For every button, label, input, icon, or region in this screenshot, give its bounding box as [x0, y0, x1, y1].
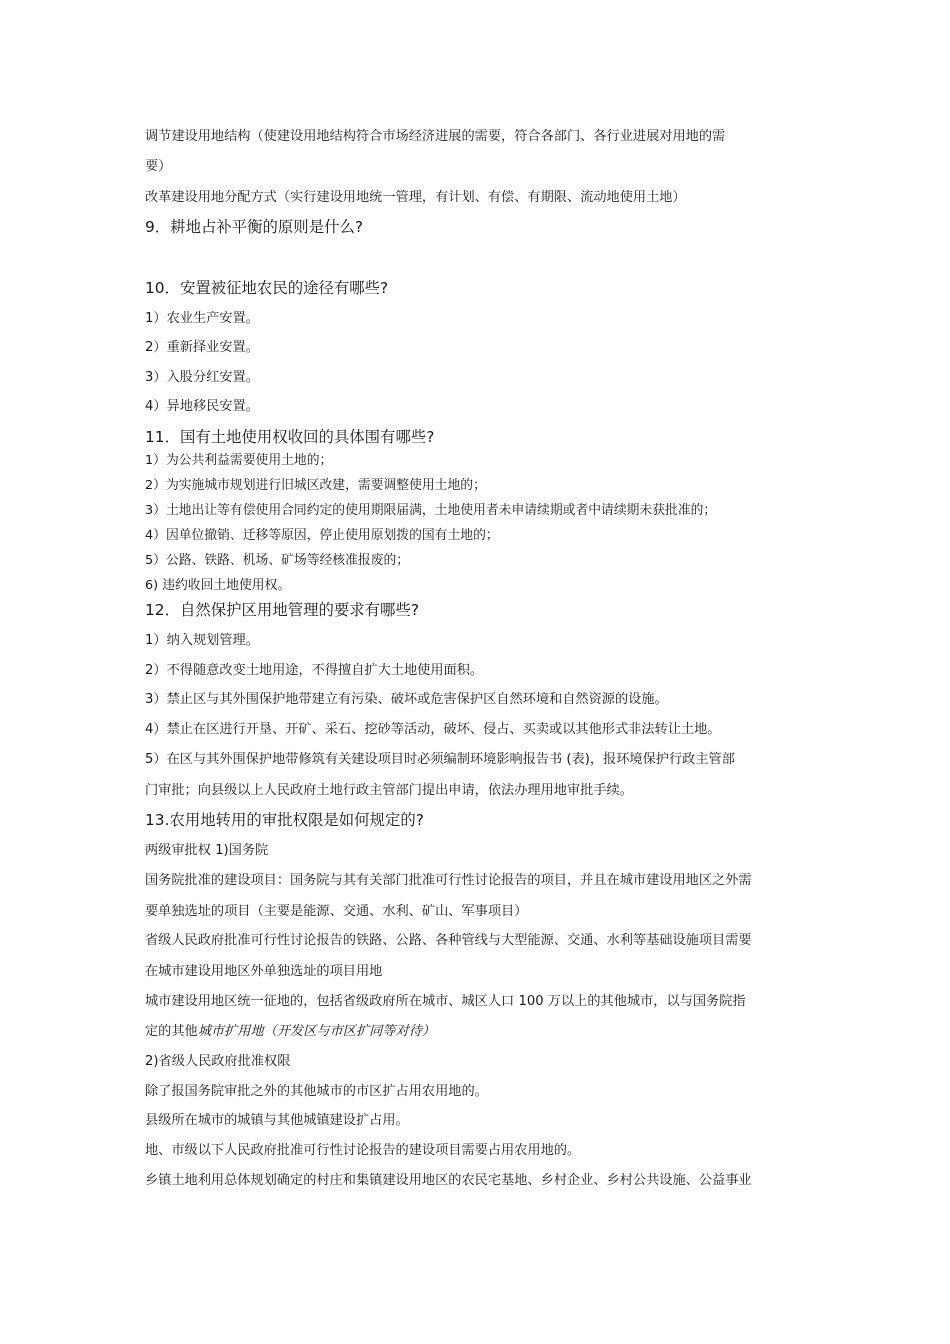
paragraph-line: 县级所在城市的城镇与其他城镇建设扩占用。: [145, 1113, 409, 1128]
list-item-continuation: 门审批；向县级以上人民政府土地行政主管部门提出申请，依法办理用地审批手续。: [145, 783, 633, 798]
question-heading-11: 11．国有土地使用权收回的具体围有哪些?: [145, 428, 435, 446]
paragraph-line: 省级人民政府批准可行性讨论报告的铁路、公路、各种管线与大型能源、交通、水利等基础设施项目需要: [145, 933, 752, 948]
list-item: 4）因单位撤销、迁移等原因，停止使用原划拨的国有土地的；: [145, 528, 499, 543]
question-heading-9: 9．耕地占补平衡的原则是什么?: [145, 218, 364, 236]
list-item: 1）农业生产安置。: [145, 311, 259, 326]
paragraph-line: 调节建设用地结构（使建设用地结构符合市场经济进展的需要，符合各部门、各行业进展对用地的需: [145, 129, 726, 144]
question-heading-12: 12．自然保护区用地管理的要求有哪些?: [145, 601, 420, 619]
paragraph-line: 要）: [145, 159, 172, 174]
paragraph-line: 除了报国务院审批之外的其他城市的市区扩占用农用地的。: [145, 1084, 488, 1099]
list-item: 4）禁止在区进行开垦、开矿、采石、挖砂等活动，破坏、侵占、买卖或以其他形式非法转让土地。: [145, 722, 721, 737]
paragraph-line: 地、市级以下人民政府批准可行性讨论报告的建设项目需要占用农用地的。: [145, 1143, 581, 1158]
paragraph-line: 要单独选址的项目（主要是能源、交通、水利、矿山、军事项目）: [145, 904, 528, 919]
list-item: 2）不得随意改变土地用途，不得擅自扩大土地使用面积。: [145, 663, 484, 678]
paragraph-line: 在城市建设用地区外单独选址的项目用地: [145, 964, 383, 979]
list-item: 4）异地移民安置。: [145, 399, 259, 414]
list-item: 1）为公共利益需要使用土地的；: [145, 453, 333, 468]
question-heading-10: 10．安置被征地农民的途径有哪些?: [145, 279, 389, 297]
list-item: 5）公路、铁路、机场、矿场等经核准报废的；: [145, 553, 410, 568]
list-item: 2）重新择业安置。: [145, 340, 259, 355]
list-item: 5）在区与其外围保护地带修筑有关建设项目时必须编制环境影响报告书 (表)，报环境保护行政主管部: [145, 752, 735, 767]
list-item: 2）为实施城市规划进行旧城区改建，需要调整使用土地的；: [145, 478, 486, 493]
question-heading-13: 13.农用地转用的审批权限是如何规定的?: [145, 811, 424, 829]
paragraph-line: 乡镇土地利用总体规划确定的村庄和集镇建设用地区的农民宅基地、乡村企业、乡村公共设施、公益事业: [145, 1173, 752, 1188]
italic-text: 城市扩用地（开发区与市区扩同等对待）: [197, 1024, 436, 1039]
paragraph-line: 2)省级人民政府批准权限: [145, 1054, 291, 1069]
paragraph-line: 国务院批准的建设项目：国务院与其有关部门批准可行性讨论报告的项目，并且在城市建设用地区之外需: [145, 873, 752, 888]
list-item: 3）土地出让等有偿使用合同约定的使用期限届满，土地使用者未申请续期或者中请续期未获批准的；: [145, 503, 717, 518]
list-item: 1）纳入规划管理。: [145, 633, 259, 648]
list-item: 3）禁止区与其外围保护地带建立有污染、破坏或危害保护区自然环境和自然资源的设施。: [145, 692, 668, 707]
list-item: 6) 违约收回土地使用权。: [145, 578, 291, 593]
paragraph-line: 两级审批权 1)国务院: [145, 843, 269, 858]
paragraph-line: 城市建设用地区统一征地的，包括省级政府所在城市、城区人口 100 万以上的其他城市，以与国务院指: [145, 994, 746, 1009]
list-item: 3）入股分红安置。: [145, 370, 259, 385]
paragraph-line: 改革建设用地分配方式（实行建设用地统一管理，有计划、有偿、有期限、流动地使用土地）: [145, 190, 686, 205]
paragraph-line: [145, 1023, 815, 1041]
paragraph-text: 定的其他: [145, 1024, 198, 1039]
